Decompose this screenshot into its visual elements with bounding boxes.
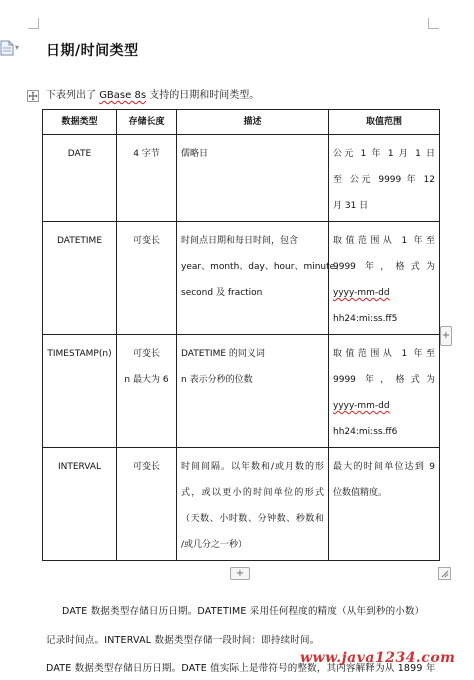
header-data-type: 数据类型 (43, 110, 117, 135)
plus-icon: + (441, 330, 451, 341)
table-row (43, 222, 440, 335)
datetime-types-table (42, 109, 440, 561)
page-corner-mark-top-left (28, 18, 39, 29)
cell-length: 可变长 n 最大为 6 (117, 335, 177, 448)
cell-range: 最大的时间单位达到 9 位数值精度。 (329, 448, 440, 561)
table-header-row (43, 110, 440, 135)
header-storage-length: 存储长度 (117, 110, 177, 135)
intro-product: GBase 8s (99, 90, 147, 101)
table-row (43, 335, 440, 448)
cell-desc: 时间间隔。以年数和/或月数的形 式，或以更小的时间单位的形式 （天数、小时数、分钟数、秒数和 /或几分之一秒） (177, 448, 329, 561)
cell-type: DATE (43, 135, 117, 222)
paragraph-line: 记录时间点。INTERVAL 数据类型存储一段时间：即持续时间。 (46, 635, 320, 646)
header-description: 描述 (177, 110, 329, 135)
watermark: www.java1234.com (300, 650, 456, 666)
chevron-down-icon[interactable]: ▾ (15, 43, 20, 52)
paragraph-line: DATE 数据类型存储日历日期。DATETIME 采用任何程度的精度（从年到秒的小数） (62, 606, 425, 617)
section-heading: 日期/时间类型 (46, 43, 139, 59)
cell-desc: 儒略日 (177, 135, 329, 222)
page-corner-mark-top-right (428, 18, 439, 29)
cell-range: 取值范围从 1 年至 9999 年，格式为 yyyy-mm-dd hh24:mi:ss.ff5 (329, 222, 440, 335)
intro-text (46, 86, 259, 101)
plus-icon: + (235, 568, 245, 579)
add-row-button[interactable] (230, 567, 250, 580)
cell-type: DATETIME (43, 222, 117, 335)
cell-desc: DATETIME 的同义词 n 表示分秒的位数 (177, 335, 329, 448)
cell-type: TIMESTAMP(n) (43, 335, 117, 448)
cell-range: 公元 1 年 1 月 1 日 至 公元 9999 年 12 月 31 日 (329, 135, 440, 222)
intro-before: 下表列出了 (46, 90, 96, 101)
cell-length: 4 字节 (117, 135, 177, 222)
cell-range: 取值范围从 1 年至 9999 年，格式为 yyyy-mm-dd hh24:mi:ss.ff6 (329, 335, 440, 448)
table-move-icon[interactable] (27, 90, 39, 102)
cell-length: 可变长 (117, 448, 177, 561)
header-value-range: 取值范围 (329, 110, 440, 135)
intro-after: 支持的日期和时间类型。 (149, 90, 260, 101)
table-resize-icon[interactable] (438, 567, 451, 580)
add-column-button[interactable] (440, 326, 452, 346)
cell-desc: 时间点日期和每日时间，包含 year、month、day、hour、minute、 second 及 fraction (177, 222, 329, 335)
document-icon[interactable] (0, 40, 14, 56)
table-row (43, 135, 440, 222)
cell-type: INTERVAL (43, 448, 117, 561)
cell-length: 可变长 (117, 222, 177, 335)
paragraph-line: DATE 数据类型存储日历日期。DATE 值实际上是带符号的整数，其内容解释为从 1899 年 (46, 663, 436, 674)
table-row (43, 448, 440, 561)
